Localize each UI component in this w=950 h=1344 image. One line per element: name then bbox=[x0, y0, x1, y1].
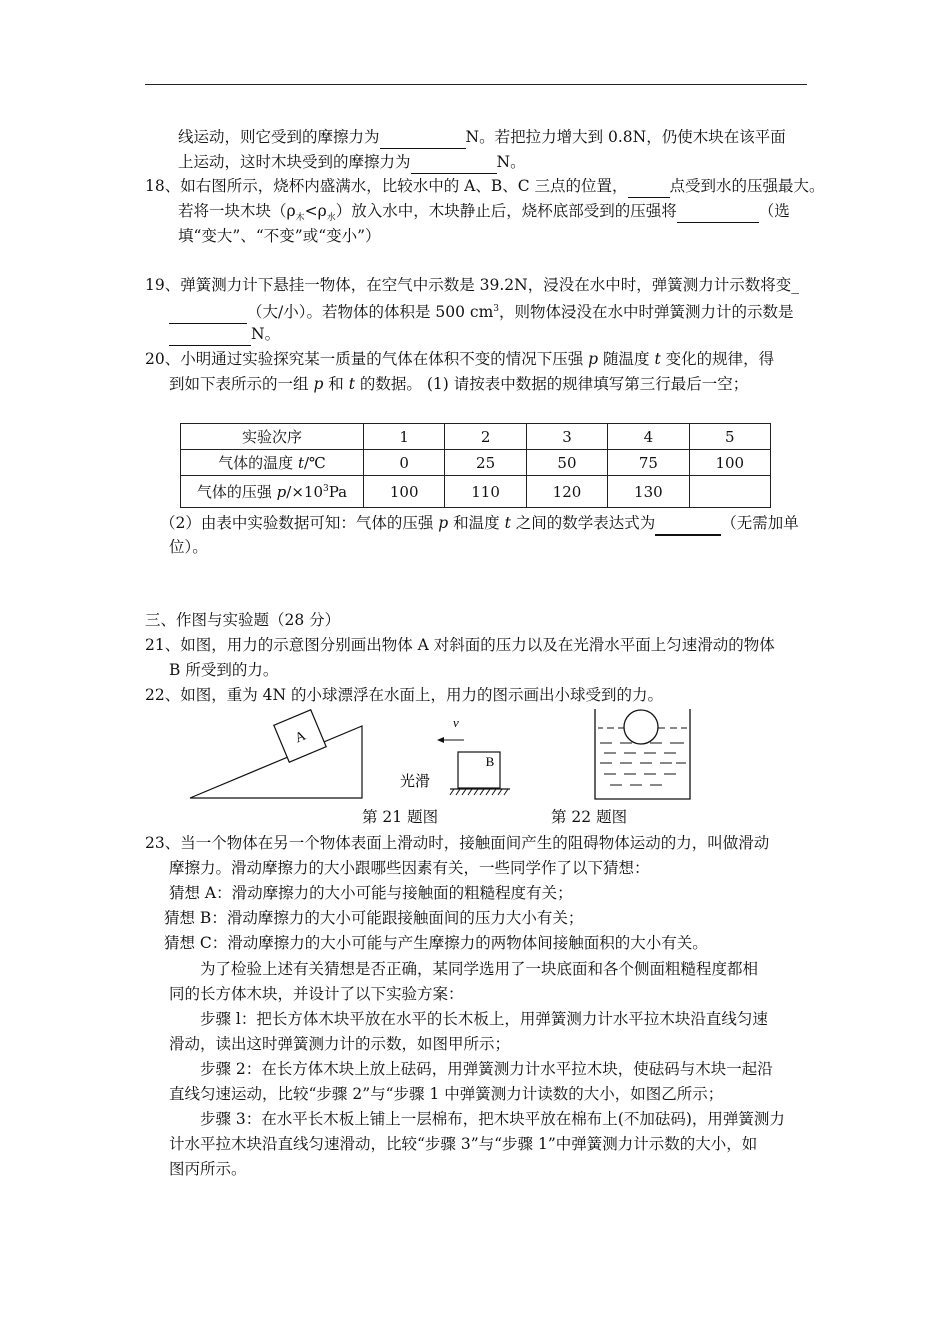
water-lines bbox=[600, 743, 686, 785]
table-row bbox=[181, 476, 771, 508]
q19-line-1: 19、弹簧测力计下悬挂一物体，在空气中示数是 39.2N，浸没在水中时，弹簧测力计示数将变_ bbox=[145, 276, 799, 294]
step-3-line-2: 计水平拉木块沿直线匀速滑动，比较“步骤 3”与“步骤 1”中弹簧测力计示数的大小，如 bbox=[169, 1135, 758, 1153]
answer-blank[interactable] bbox=[628, 175, 670, 198]
q21-line-2: B 所受到的力。 bbox=[169, 661, 279, 679]
block-a-label: A bbox=[293, 728, 309, 747]
table-cell: 110 bbox=[445, 476, 526, 508]
answer-blank[interactable] bbox=[169, 301, 247, 324]
answer-blank[interactable] bbox=[380, 126, 466, 149]
q23-line-2: 摩擦力。滑动摩擦力的大小跟哪些因素有关，一些同学作了以下猜想： bbox=[169, 859, 650, 877]
guess-a: 猜想 A：滑动摩擦力的大小可能与接触面的粗糙程度有关； bbox=[169, 884, 573, 902]
q17-line-1: 线运动，则它受到的摩擦力为 N。若把拉力增大到 0.8N，仍使木块在该平面 bbox=[178, 126, 786, 149]
q18-line-3: 填“变大”、“不变”或“变小”） bbox=[178, 227, 381, 245]
step-2-line-2: 直线匀速运动，比较“步骤 2”与“步骤 1 中弹簧测力计读数的大小，如图乙所示； bbox=[169, 1085, 724, 1103]
guess-b: 猜想 B：滑动摩擦力的大小可能跟接触面间的压力大小有关； bbox=[164, 909, 584, 927]
step-1-line-2: 滑动，读出这时弹簧测力计的示数，如图甲所示； bbox=[169, 1035, 511, 1053]
step-1-line-1: 步骤 l：把长方体木块平放在水平的长木板上，用弹簧测力计水平拉木块沿直线匀速 bbox=[200, 1010, 768, 1028]
data-table bbox=[180, 423, 771, 508]
q19-line-3: N。 bbox=[169, 323, 280, 346]
table-header: 实验次序 bbox=[181, 424, 364, 450]
table-row bbox=[181, 450, 771, 476]
section-title: 三、作图与实验题（28 分） bbox=[145, 611, 341, 629]
q23-para-2: 同的长方体木块，并设计了以下实验方案： bbox=[169, 985, 464, 1003]
q20-part2-line-2: 位）。 bbox=[169, 538, 208, 556]
q23-line-1: 23、当一个物体在另一个物体表面上滑动时，接触面间产生的阻碍物体运动的力，叫做滑动 bbox=[145, 834, 770, 852]
q22-line-1: 22、如图，重为 4N 的小球漂浮在水面上，用力的图示画出小球受到的力。 bbox=[145, 686, 664, 704]
table-cell: 130 bbox=[608, 476, 689, 508]
step-3-line-1: 步骤 3：在水平长木板上铺上一层棉布，把木块平放在棉布上(不加砝码)，用弹簧测力 bbox=[200, 1110, 785, 1128]
guess-c: 猜想 C：滑动摩擦力的大小可能与产生摩擦力的两物体间接触面积的大小有关。 bbox=[164, 934, 708, 952]
figure-21-caption: 第 21 题图 bbox=[362, 808, 439, 826]
floating-ball bbox=[624, 710, 658, 744]
figure-22-caption: 第 22 题图 bbox=[551, 808, 628, 826]
q18-line-1: 18、如右图所示，烧杯内盛满水，比较水中的 A、B、C 三点的位置， 点受到水的压强最大。 bbox=[145, 175, 825, 198]
table-cell: 100 bbox=[364, 476, 445, 508]
table-cell: 100 bbox=[689, 450, 770, 476]
answer-blank[interactable] bbox=[169, 323, 251, 346]
q21-line-1: 21、如图，用力的示意图分别画出物体 A 对斜面的压力以及在光滑水平面上匀速滑动的物体 bbox=[145, 636, 775, 654]
table-cell: 5 bbox=[689, 424, 770, 450]
table-cell: 0 bbox=[364, 450, 445, 476]
step-3-line-3: 图丙所示。 bbox=[169, 1160, 247, 1178]
table-cell: 2 bbox=[445, 424, 526, 450]
table-header: 气体的压强 $p/\times 10^3Pa$ bbox=[181, 476, 364, 508]
q20-line-2: 到如下表所示的一组 p 和 t 的数据。 (1) 请按表中数据的规律填写第三行最后一空； bbox=[169, 375, 749, 393]
beaker-figure bbox=[590, 706, 695, 801]
table-cell: 75 bbox=[608, 450, 689, 476]
q17-line-2: 上运动，这时木块受到的摩擦力为 N。 bbox=[178, 151, 526, 174]
header-rule bbox=[145, 84, 807, 85]
q20-line-1: 20、小明通过实验探究某一质量的气体在体积不变的情况下压强 p 随温度 t 变化的规律，得 bbox=[145, 350, 775, 368]
ground-hatch bbox=[450, 789, 508, 795]
q19-line-2: （大/小）。若物体的体积是 500 $cm^3$，则物体浸没在水中时弹簧测力计的示数是 bbox=[169, 298, 794, 324]
q23-para-1: 为了检验上述有关猜想是否正确，某同学选用了一块底面和各个侧面粗糙程度都相 bbox=[200, 960, 759, 978]
answer-blank[interactable] bbox=[677, 200, 759, 223]
smooth-surface-figure bbox=[396, 712, 516, 802]
table-cell: 4 bbox=[608, 424, 689, 450]
incline-figure bbox=[185, 706, 370, 801]
table-row bbox=[181, 424, 771, 450]
q18-line-2: 若将一块木块$(\rho_木<\rho_水)$放入水中，木块静止后，烧杯底部受到的压强将 （选 bbox=[178, 202, 790, 224]
table-cell-empty[interactable] bbox=[689, 476, 770, 508]
velocity-label: v bbox=[453, 715, 459, 730]
table-cell: 50 bbox=[526, 450, 607, 476]
table-cell: 3 bbox=[526, 424, 607, 450]
answer-blank[interactable] bbox=[411, 151, 497, 174]
smooth-label: 光滑 bbox=[400, 774, 431, 790]
table-header: 气体的温度 t/℃ bbox=[181, 450, 364, 476]
q20-part2-line-1: （2）由表中实验数据可知：气体的压强 p 和温度 t 之间的数学表达式为 （无需加单 bbox=[160, 512, 799, 536]
answer-blank[interactable] bbox=[655, 512, 721, 536]
table-cell: 25 bbox=[445, 450, 526, 476]
table-cell: 120 bbox=[526, 476, 607, 508]
table-cell: 1 bbox=[364, 424, 445, 450]
block-b-label: B bbox=[485, 754, 495, 769]
step-2-line-1: 步骤 2：在长方体木块上放上砝码，用弹簧测力计水平拉木块，使砝码与木块一起沿 bbox=[200, 1060, 773, 1078]
